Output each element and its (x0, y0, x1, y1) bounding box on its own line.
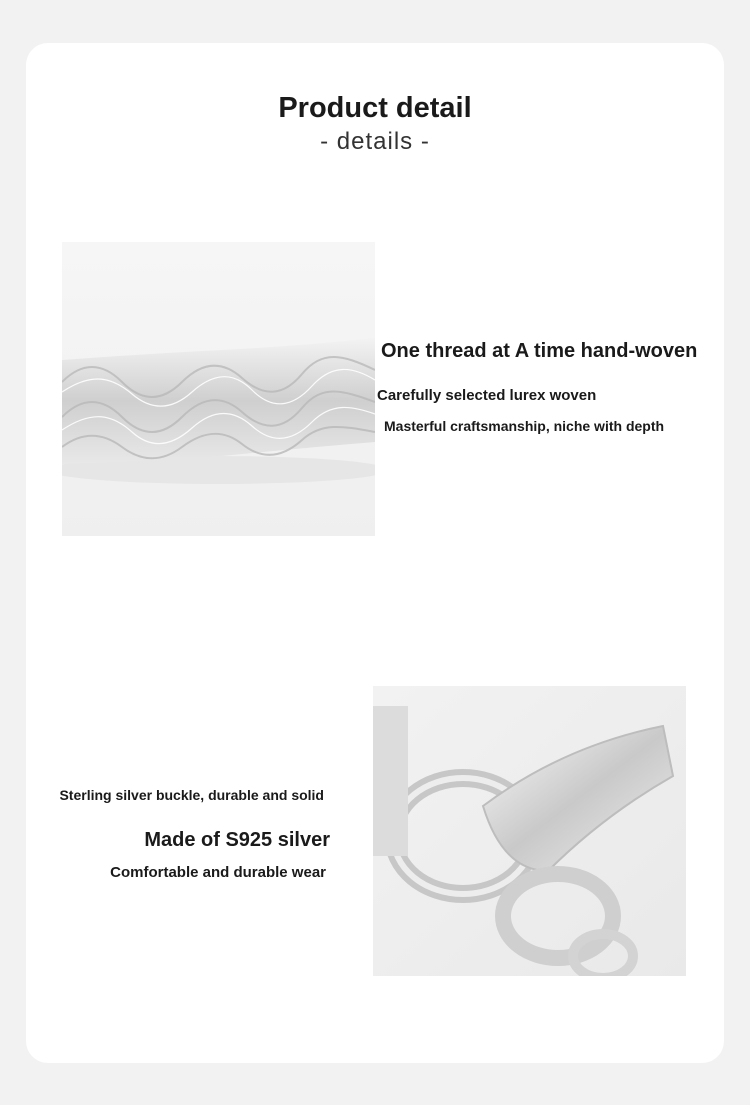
page-subtitle: - details - (320, 128, 430, 155)
page-title: Product detail (278, 92, 472, 124)
braided-chain-photo (62, 242, 375, 536)
woven-line-1: Carefully selected lurex woven (377, 387, 597, 404)
woven-line-2: Masterful craftsmanship, niche with depth (384, 418, 665, 434)
silver-clasp-photo (373, 686, 686, 976)
silver-headline: Made of S925 silver (144, 829, 330, 851)
woven-headline: One thread at A time hand-woven (381, 340, 698, 362)
silver-top-line: Sterling silver buckle, durable and solid (59, 787, 324, 803)
silver-bottom-line: Comfortable and durable wear (110, 864, 326, 881)
